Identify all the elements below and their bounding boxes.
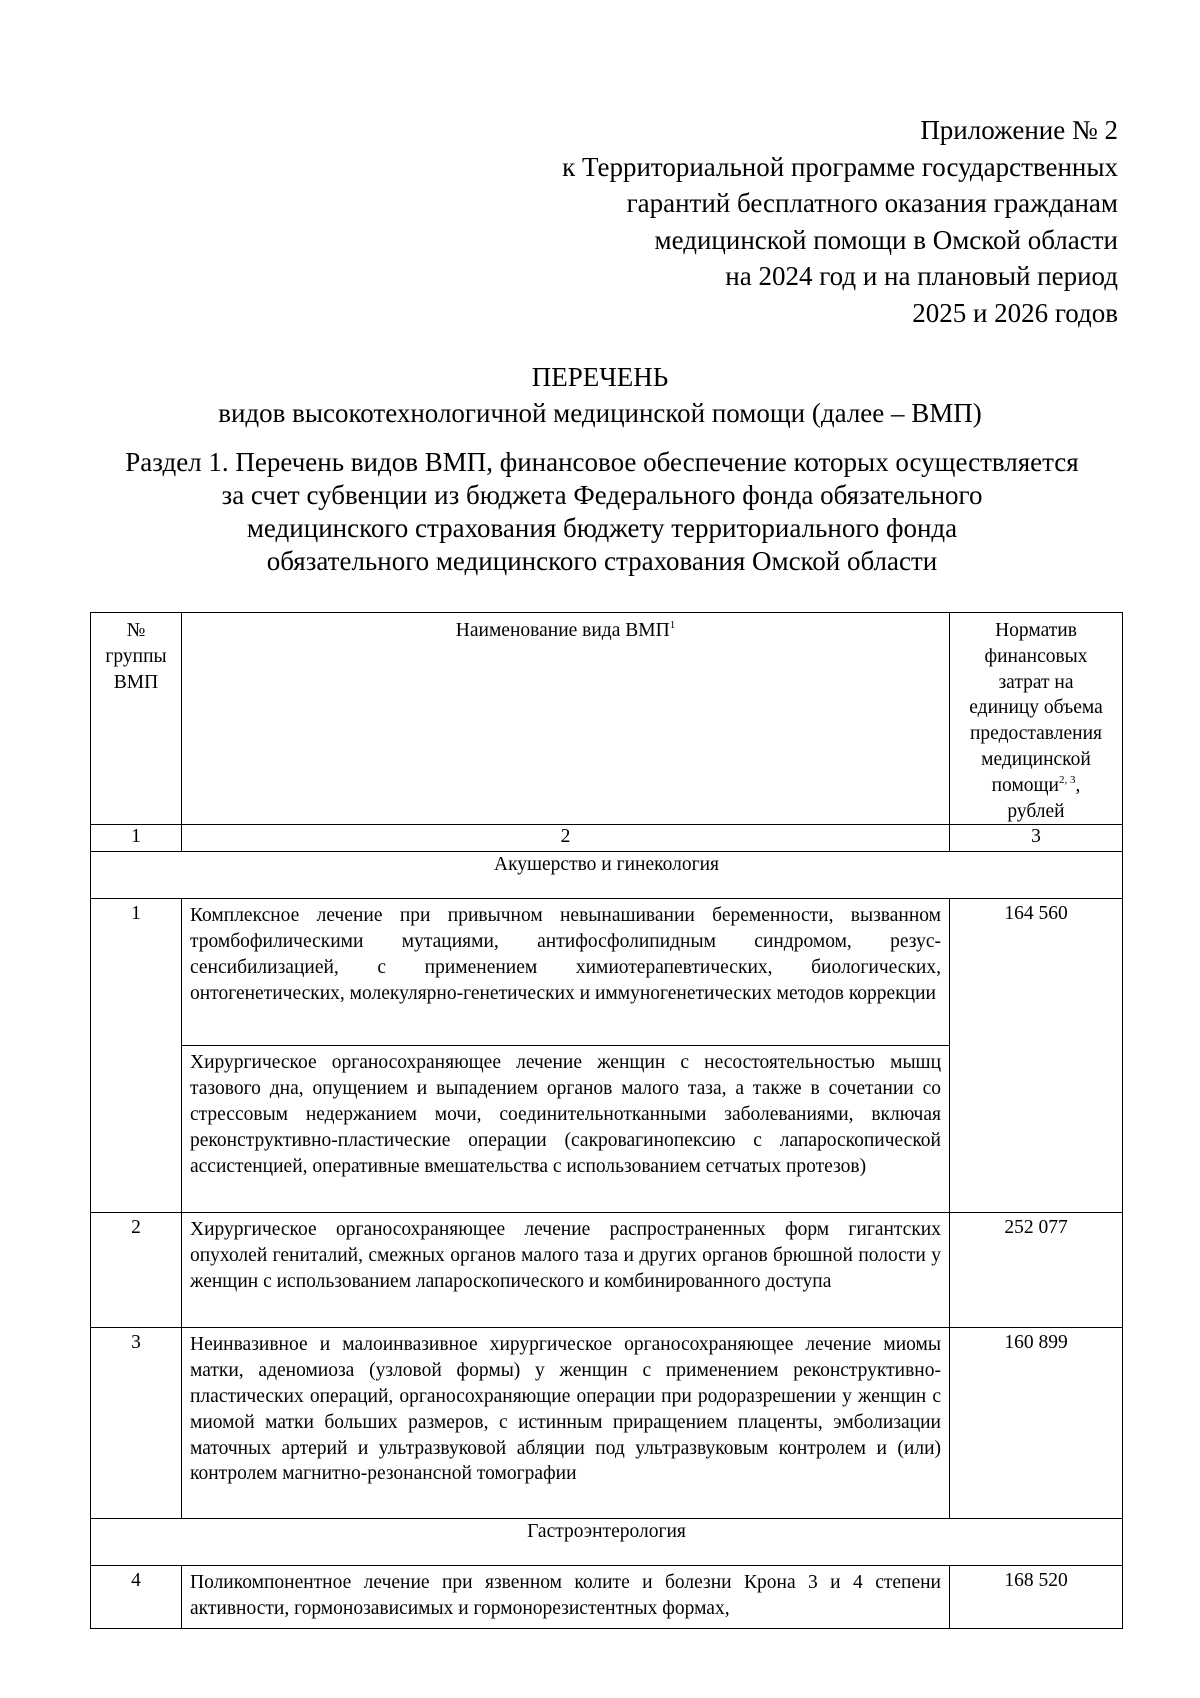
section-title-line: Раздел 1. Перечень видов ВМП, финансовое обеспечение которых осуществляется xyxy=(125,447,1079,477)
section-title-line: медицинского страхования бюджету территориального фонда xyxy=(246,513,958,543)
appendix-line: гарантий бесплатного оказания гражданам xyxy=(626,188,1118,218)
section-title-line: за счет субвенции из бюджета Федерального фонда обязательного xyxy=(221,480,983,510)
table-row xyxy=(91,1566,1123,1629)
cost-value: 168 520 xyxy=(950,1566,1123,1629)
header-group-number xyxy=(91,613,182,825)
header-cell-line: предоставления xyxy=(970,723,1102,745)
section-row xyxy=(91,1519,1123,1566)
cost-value: 160 899 xyxy=(950,1328,1123,1519)
appendix-line: к Территориальной программе государственных xyxy=(562,151,1118,182)
header-vmp-name xyxy=(182,613,950,825)
list-title-main: ПЕРЕЧЕНЬ xyxy=(531,362,669,392)
table-header-row xyxy=(91,613,1123,825)
footnote-ref: 2, 3 xyxy=(1058,773,1076,786)
section-row-title: Акушерство и гинекология xyxy=(91,852,1123,899)
header-cell-line: единицу объема xyxy=(969,697,1103,719)
header-cell-line: затрат на xyxy=(998,671,1074,693)
group-number: 3 xyxy=(91,1328,182,1519)
header-cell-line: Норматив xyxy=(995,620,1077,641)
header-cell-line xyxy=(956,773,1116,799)
column-number: 2 xyxy=(182,825,950,852)
column-number: 1 xyxy=(91,825,182,852)
vmp-description: Комплексное лечение при привычном невынашивании беременности, вызванном тромбофилическими мутациями, антифосфолипидным синдромом, резус-сенсибилизацией, с применением химиотерапевтических, биологических, онтогенетических, молекулярно-генетических и иммуногенетических методов коррекции xyxy=(182,899,950,1046)
header-cell-line: финансовых xyxy=(984,645,1088,667)
header-cell-line: № xyxy=(126,620,146,641)
header-cell-line: ВМП xyxy=(113,671,159,693)
section-row xyxy=(91,852,1123,899)
cost-value: 164 560 xyxy=(950,899,1123,1213)
footnote-ref: 1 xyxy=(669,619,676,631)
section-title-line: обязательного медицинского страхования Омской области xyxy=(266,546,938,576)
list-title-subtitle: видов высокотехнологичной медицинской помощи (далее – ВМП) xyxy=(218,398,982,428)
table-row xyxy=(91,1328,1123,1519)
header-cell-line: медицинской xyxy=(981,748,1091,770)
table-row xyxy=(91,1213,1123,1328)
group-number: 1 xyxy=(91,899,182,1213)
header-cost-norm xyxy=(950,613,1123,825)
header-cell-text: Наименование вида ВМП xyxy=(455,620,670,641)
section-row-title: Гастроэнтерология xyxy=(91,1519,1123,1566)
vmp-description: Хирургическое органосохраняющее лечение женщин с несостоятельностью мышц тазового дна, опущением и выпадением органов малого таза, а также в сочетании со стрессовым недержанием мочи, соединительнотканными заболеваниями, включая реконструктивно-пластические операции (сакровагинопексию с лапароскопической ассистенцией, оперативные вмешательства с использованием сетчатых протезов) xyxy=(182,1046,950,1213)
header-cell-line: рублей xyxy=(1007,800,1065,822)
table-row xyxy=(91,899,1123,1046)
appendix-line: 2025 и 2026 годов xyxy=(912,297,1118,328)
appendix-line: медицинской помощи в Омской области xyxy=(654,224,1118,255)
header-cell-text: , xyxy=(1075,774,1081,796)
vmp-description: Поликомпонентное лечение при язвенном колите и болезни Крона 3 и 4 степени активности, гормонозависимых и гормонорезистентных формах, xyxy=(182,1566,950,1629)
header-cell-text: помощи xyxy=(991,774,1059,796)
vmp-table xyxy=(90,612,1123,1629)
group-number: 4 xyxy=(91,1566,182,1629)
header-cell-line: группы xyxy=(105,645,167,667)
appendix-line: на 2024 год и на плановый период xyxy=(725,261,1118,291)
vmp-description: Неинвазивное и малоинвазивное хирургическое органосохраняющее лечение миомы матки, аденомиоза (узловой формы) у женщин с применением реконструктивно-пластических операций, органосохраняющие операции при родоразрешении у женщин с миомой матки больших размеров, с истинным приращением плаценты, эмболизации маточных артерий и ультразвуковой абляции под ультразвуковым контролем и (или) контролем магнитно-резонансной томографии xyxy=(182,1328,950,1519)
column-number: 3 xyxy=(950,825,1123,852)
vmp-description: Хирургическое органосохраняющее лечение распространенных форм гигантских опухолей гениталий, смежных органов малого таза и других органов брюшной полости у женщин с использованием лапароскопического и комбинированного доступа xyxy=(182,1213,950,1328)
cost-value: 252 077 xyxy=(950,1213,1123,1328)
column-numbers-row xyxy=(91,825,1123,852)
appendix-line: Приложение № 2 xyxy=(920,115,1118,145)
appendix-header xyxy=(418,112,1118,331)
section-title xyxy=(92,446,1112,578)
list-title xyxy=(0,359,1200,431)
group-number: 2 xyxy=(91,1213,182,1328)
